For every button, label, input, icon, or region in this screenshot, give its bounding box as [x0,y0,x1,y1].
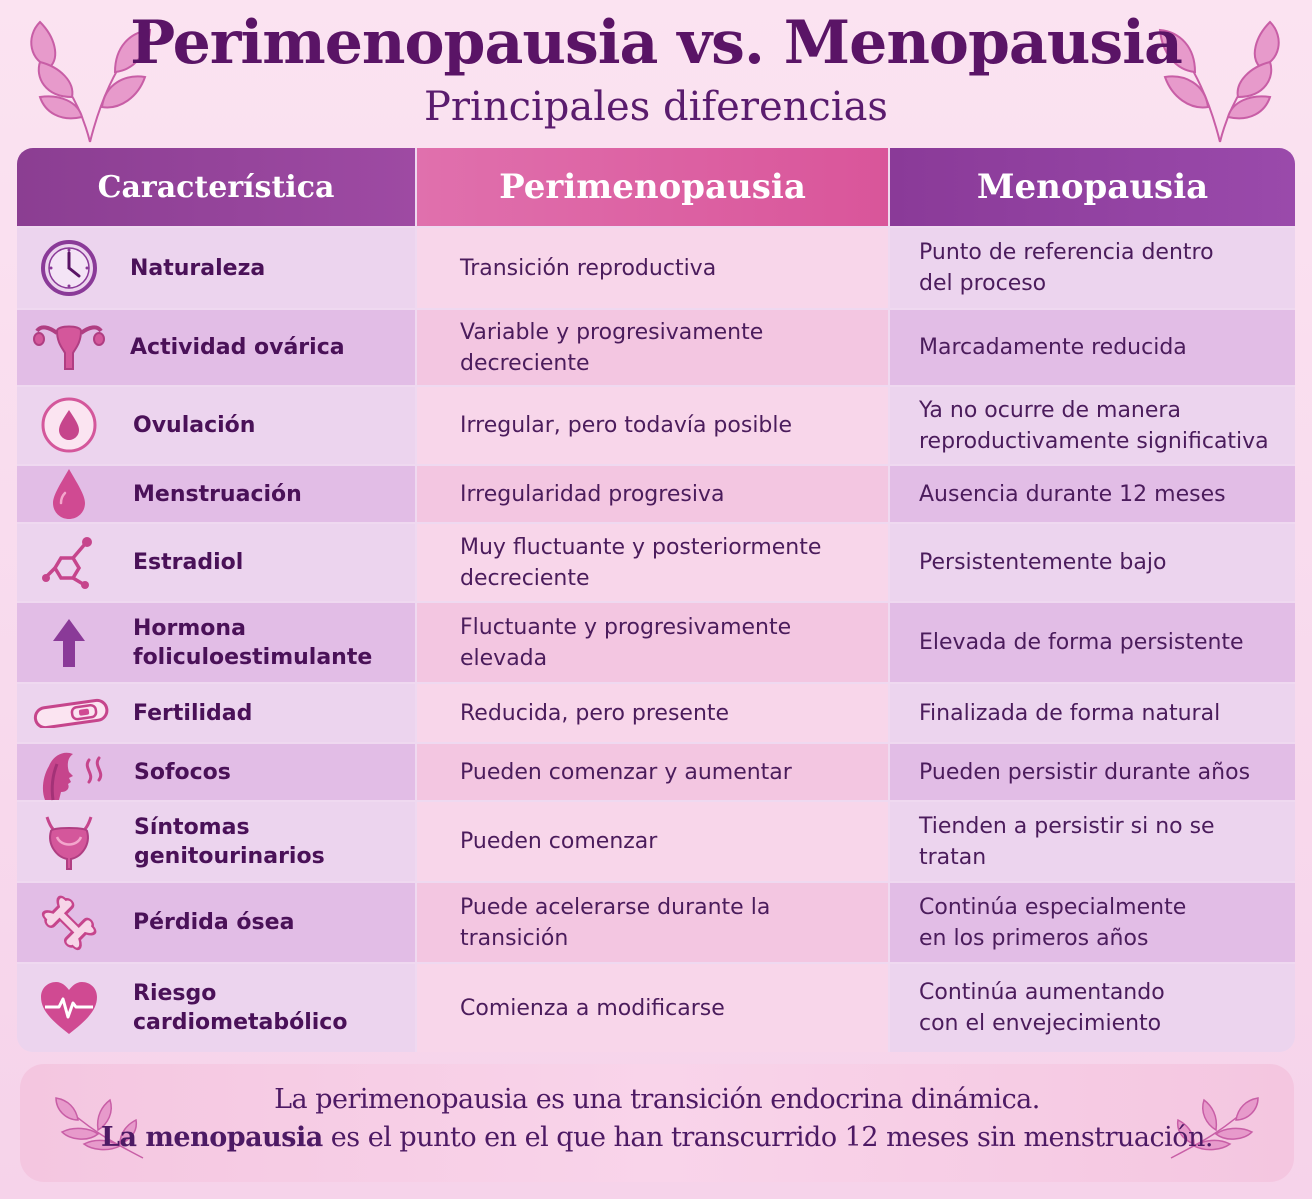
feature-label: Ovulación [133,413,256,438]
perimenopause-value: Muy fluctuante y posteriormente decreciente [460,534,822,591]
summary-footer [20,1064,1294,1182]
feature-label: Riesgo cardiometabólico [133,981,348,1035]
feature-label: Actividad ovárica [130,335,345,360]
comparison-table [17,148,1295,1052]
feature-label: Sofocos [134,759,231,785]
perimenopause-value: Reducida, pero presente [460,700,730,726]
table-row [17,883,1295,962]
menopause-value: Marcadamente reducida [919,335,1187,360]
uterus-icon [33,315,105,379]
blood-drop-icon [37,462,101,526]
menopause-value: Tienden a persistir si no se tratan [919,813,1215,870]
page-title: Perimenopausia vs. Menopausia [130,8,1182,78]
header-feature: Característica [17,148,415,226]
arrow-up-icon [37,611,101,675]
perimenopause-value: Irregularidad progresiva [460,481,725,507]
table-row [17,387,1295,464]
perimenopause-value: Comienza a modificarse [460,995,725,1021]
table-row [17,744,1295,800]
footer-line-1: La perimenopausia es una transición endocrina dinámica. [274,1084,1040,1115]
perimenopause-value: Transición reproductiva [460,255,717,281]
table-row [17,466,1295,522]
molecule-icon [37,530,101,594]
bladder-icon [37,810,101,874]
menopause-value: Elevada de forma persistente [919,630,1244,655]
perimenopause-value: Fluctuante y progresivamente elevada [460,614,792,671]
menopause-value: Continúa especialmente en los primeros años [919,894,1187,951]
header-perimenopause: Perimenopausia [417,148,888,226]
hot-flash-face-icon [37,742,109,806]
test-strip-icon [31,681,111,745]
table-row [17,524,1295,601]
table-row [17,964,1295,1052]
feature-label: Síntomas genitourinarios [134,814,325,869]
feature-label: Naturaleza [130,255,266,281]
header-menopause: Menopausia [890,148,1295,226]
menopause-value: Continúa aumentando con el envejecimiento [919,980,1165,1036]
footer-line-2-bold: La menopausia [100,1122,323,1153]
clock-icon [37,236,101,300]
menopause-value: Ausencia durante 12 meses [919,481,1226,507]
table-row [17,603,1295,682]
feature-label: Estradiol [133,550,244,575]
menopause-value: Persistentemente bajo [919,550,1167,575]
footer-line-2 [20,1122,1294,1153]
feature-label: Menstruación [133,481,302,507]
menopause-value: Pueden persistir durante años [919,759,1251,785]
egg-cell-icon [37,393,101,457]
perimenopause-value: Variable y progresivamente decreciente [460,319,764,376]
feature-label: Hormona foliculoestimulante [133,615,373,670]
menopause-value: Ya no ocurre de manera reproductivamente significativa [919,397,1269,454]
perimenopause-value: Pueden comenzar y aumentar [460,759,792,785]
perimenopause-value: Puede acelerarse durante la transición [460,894,771,951]
table-row [17,310,1295,385]
feature-label: Fertilidad [133,700,253,726]
table-row [17,684,1295,742]
heart-pulse-icon [37,976,101,1040]
page-subtitle: Principales diferencias [424,84,888,130]
feature-label: Pérdida ósea [133,910,295,935]
table-row [17,802,1295,881]
menopause-value: Finalizada de forma natural [919,700,1221,726]
perimenopause-value: Pueden comenzar [460,829,658,854]
table-row [17,228,1295,308]
footer-line-2-rest: es el punto en el que han transcurrido 12 meses sin menstruación. [322,1122,1213,1153]
menopause-value: Punto de referencia dentro del proceso [919,240,1214,296]
perimenopause-value: Irregular, pero todavía posible [460,413,793,438]
bone-icon [37,891,101,955]
